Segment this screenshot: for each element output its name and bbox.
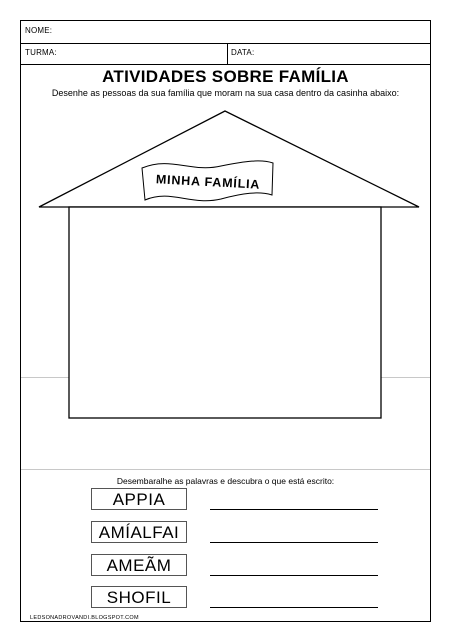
- worksheet: [20, 20, 431, 622]
- answer-line-4[interactable]: [210, 607, 378, 608]
- unscramble-instruction: Desembaralhe as palavras e descubra o que está escrito:: [116, 476, 335, 486]
- answer-line-2[interactable]: [210, 542, 378, 543]
- banner-text: MINHA FAMÍLIA: [155, 172, 261, 192]
- class-label: TURMA:: [25, 48, 57, 57]
- name-label: NOME:: [25, 26, 53, 35]
- date-label: DATA:: [231, 48, 255, 57]
- scrambled-word-1: APPIA: [91, 488, 187, 510]
- scrambled-word-4: SHOFIL: [91, 586, 187, 608]
- answer-line-3[interactable]: [210, 575, 378, 576]
- house-drawing: [21, 21, 432, 441]
- house-wall-drawing-area: [69, 207, 381, 418]
- answer-line-1[interactable]: [210, 509, 378, 510]
- drawing-instruction: Desenhe as pessoas da sua família que moram na sua casa dentro da casinha abaixo:: [51, 88, 400, 98]
- page-title: ATIVIDADES SOBRE FAMÍLIA: [102, 67, 349, 86]
- scrambled-word-2: AMÍALFAI: [91, 521, 187, 543]
- scrambled-word-3: AMEÃM: [91, 554, 187, 576]
- blog-footer: LEDSONADROVANDI.BLOGSPOT.COM: [30, 615, 139, 621]
- section-divider: [21, 469, 430, 470]
